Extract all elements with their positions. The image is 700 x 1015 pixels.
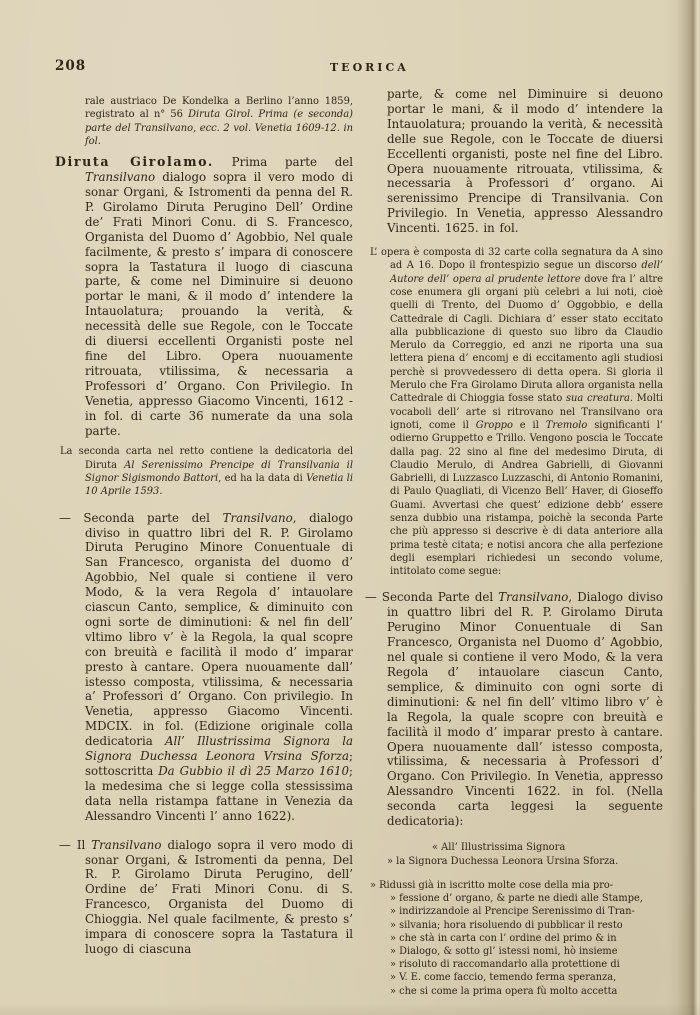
quoted-line: » silvania; hora risoluendo di pubblicar il resto <box>390 919 623 931</box>
quoted-line: » V. E. come faccio, temendo ferma speranza, <box>390 972 617 984</box>
entry-transilvano-chioggia: — Il Transilvano dialogo sopra il vero modo di sonar Organi, & Istromenti da penna, Del R. P. Girolamo Diruta Perugino, dell’ Ordine de’ Frati Minori Conu. di S. Francesco, Organista del Duomo di Chioggia. Nel quale facilmente, & presto s’ impara di conoscere sopra la Tastatura il luogo di ciascuna <box>59 837 354 956</box>
entry-seconda-parte-1609: — Seconda parte del Transilvano, dialogo diviso in quattro libri del R. P. Girolamo Diruta Perugino Minore Conuentuale di San Francesco, organista del duomo d’ Agobbio, Nel quale si contiene il vero Modo, & la vera Regola d’ intauolare ciascun Canto, semplice, & diminuito con ogni sorte de diminutioni: & nel fin dell’ vltimo libro v’ è la Regola, la qual scopre con breuità e facilità il modo d’ imparar presto à cantare. Opera nuouamente dall’ istesso composta, vtilissima, & necessaria a’ Professori d’ Organo. Con privilegio. In Venetia, appresso Giacomo Vincenti. MDCIX. in fol. (Edizione originale colla dedicatoria All’ Illustrissima Signora la Signora Duchessa Leonora Vrsina Sforza; sottoscritta Da Gubbio il dì 25 Marzo 1610; la medesima che si legge colla stessissima data nella ristampa fattane in Venezia da Alessandro Vincenti l’ anno 1622). <box>59 510 353 823</box>
left-column <box>55 95 353 957</box>
dedication-heading <box>362 841 663 869</box>
page-number: 208 <box>55 58 87 74</box>
bibliographic-note-smallprint: L’ opera è composta di 32 carte colla segnatura da A sino ad A 16. Dopo il frontespizio segue un discorso dell’ Autore dell’ opera al prudente lettore dove fra l’ altre cose enumera gli organi più celebri a lui noti, cioè quelli di Trento, del Duomo d’ Oggobbio, e della Cattedrale di Cagli. Dichiara d’ esser stato eccitato alla pubblicazione di questo suo libro da Claudio Merulo da Correggio, ed anzi ne riporta una sua lettera piena d’ encomj e di eccitamento agli studiosi perchè si provvedessero di detta opera. Si gloria il Merulo che Fra Girolamo Diruta allora organista nella Cattedrale di Chioggia fosse stato sua creatura. Molti vocaboli dell’ arte si ritrovano nel Transilvano ora ignoti, come il Groppo e il Tremolo significanti l’ odierno Gruppetto e Trillo. Vengono poscia le Toccate dalla pag. 22 sino al fine del medesimo Diruta, di Claudio Merulo, di Andrea Gabrielli, di Giovanni Gabrielli, di Luzzasco Luzzaschi, di Antonio Romanini, di Paulo Quagliati, di Vicenzo Bell’ Haver, di Gioseffo Guami. Avvertasi che quest’ edizione debb’ essere senza dubbio una ristampa, poichè la seconda Parte che più appresso si descrive è di data anteriore alla prima testè citata; e notisi ancora che alla perfezione degli esemplari richiedesi un secondo volume, intitolato come segue: <box>370 247 663 578</box>
quoted-line: » che stà in carta con l’ ordine del primo & in <box>390 932 617 944</box>
quoted-line: » che si come la prima opera fù molto accetta <box>390 985 618 997</box>
quoted-line: » la Signora Duchessa Leonora Ursina Sforza. <box>387 855 619 867</box>
continuation-paragraph: parte, & come nel Diminuire si deuono portar le mani, & il modo d’ intendere la Intauolatura; prouando la verità, & necessità delle sue Regole, con le Toccate de diuersi Eccellenti organisti, poste nel fine del Libro. Opera nuouamente ritrouata, vtilissima, & necessaria à Professori d’ organo. Ai serenissimo Prencipe di Transilvania. Con Privilegio. In Venetia, appresso Alessandro Vincenti. 1625. in fol. <box>387 87 663 236</box>
page-edge-shadow <box>666 0 700 1015</box>
quoted-line: » risoluto di raccomandarlo alla protettione di <box>390 959 620 971</box>
quoted-line: » Dialogo, & sotto gl’ istessi nomi, hò insieme <box>390 946 618 957</box>
dedication-note-smallprint: La seconda carta nel retto contiene la dedicatoria del Diruta Al Serenissimo Prencipe di Transilvania il Signor Sigismondo Battori, ed ha la data di Venetia li 10 Aprile 1593. <box>60 446 353 498</box>
running-head: TEORICA <box>330 61 409 74</box>
dedication-quote <box>362 879 663 998</box>
page-bottom-shade <box>0 1003 700 1015</box>
quoted-line: » indirizzandole al Prencipe Serenissimo di Tran- <box>390 906 635 918</box>
entry-diruta-girolamo: Diruta Girolamo. Prima parte del Transilvano dialogo sopra il vero modo di sonar Organi, & Istromenti da penna del R. P. Girolamo Diruta Perugino Dell’ Ordine de’ Frati Minori Conu. di S. Francesco, Organista del Duomo d’ Agobbio, Nel quale facilmente, & presto s’ impara di conoscere sopra la Tastatura il luogo di ciascuna parte, & come nel Diminuire si deuono portar le mani, & il modo d’ intendere la Intauolatura; prouando la verità, & necessità delle sue Regole, con le Toccate di diuersi eccellenti Organisti poste nel fine del Libro. Opera nuouamente ritrouata, vtilissima, & necessaria a Professori d’ Organo. Con Privilegio. In Venetia, appresso Giacomo Vincenti, 1612 - in fol. di carte 36 numerate da una sola parte. <box>55 154 353 438</box>
carried-over-smallprint: rale austriaco De Kondelka a Berlino l’anno 1859, registrato al n° 56 Diruta Girol. Prima (e seconda) parte del Transilvano, ecc. 2 vol. Venetia 1609-12. in fol. <box>85 96 353 147</box>
quoted-line: » fessione d’ organo, & parte ne diedi alle Stampe, <box>390 893 643 905</box>
entry-seconda-parte-1622: — Seconda Parte del Transilvano, Dialogo diviso in quattro libri del R. P. Girolamo Diruta Perugino Minor Conuentuale di San Francesco, Organista nel Duomo d’ Agobbio, nel quale si contiene il vero Modo, & la vera Regola d’ intauolare ciascun Canto, semplice, & diminuito con ogni sorte di diminutioni: & nel fin dell’ vltimo libro v’ è la Regola, la quale scopre con breuità e facilità il modo d’ imparar presto à cantare. Opera nuouamente dall’ istesso composta, vtilissima, & necessaria à Professori d’ Organo. Con Privilegio. In Venetia, appresso Alessandro Vincenti 1622. in fol. (Nella seconda carta leggesi la seguente dedicatoria): <box>365 590 663 829</box>
quoted-line: « All’ Illustrissima Signora <box>432 841 566 853</box>
right-column <box>362 87 663 998</box>
quoted-line: » Ridussi già in iscritto molte cose della mia pro- <box>370 879 614 891</box>
